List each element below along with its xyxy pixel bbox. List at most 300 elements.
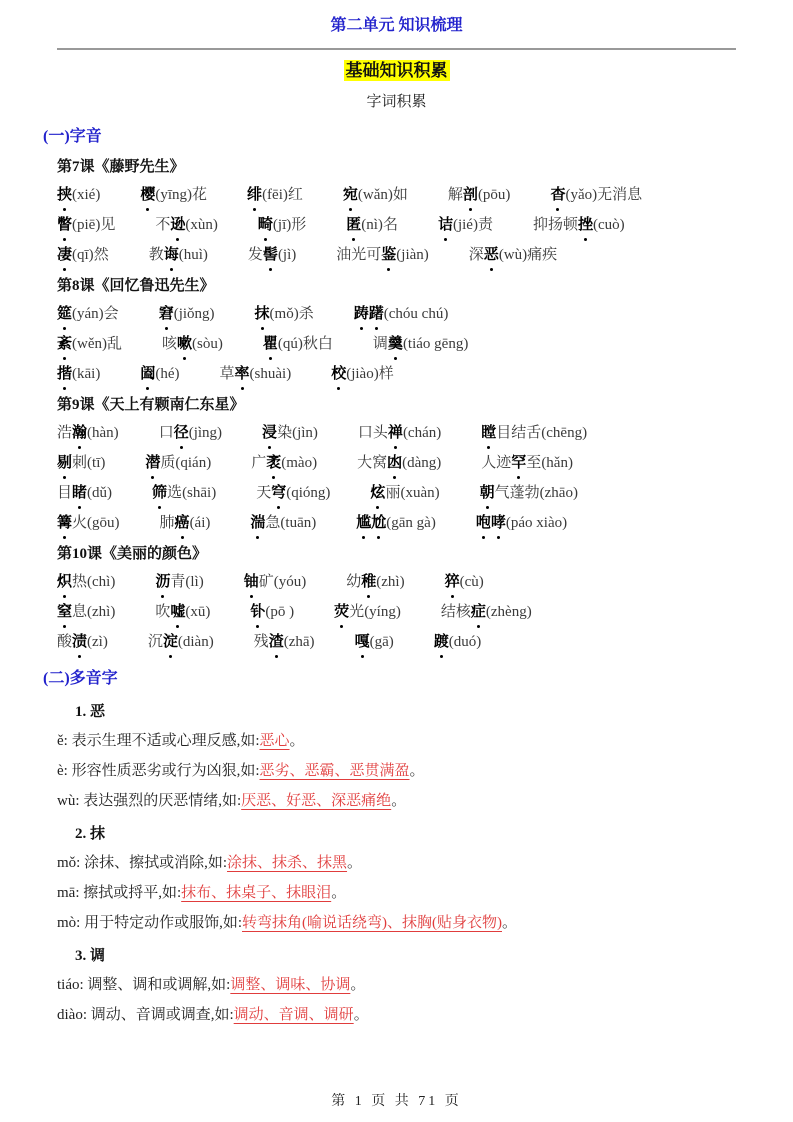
polyphone-item-title: 3. 调	[75, 948, 106, 964]
definition-text: 调整、调和或调解,如:	[87, 977, 231, 993]
pinyin-text: (duó)	[448, 634, 482, 650]
pinyin-text: (shāi)	[182, 485, 217, 501]
word-entry	[358, 421, 441, 445]
sentence-period: 。	[353, 1007, 369, 1023]
sentence-period: 。	[331, 885, 347, 901]
word-entry	[343, 183, 408, 207]
pinyin-text: (nì)	[361, 217, 383, 233]
word-entry	[57, 183, 100, 207]
word-entry	[438, 213, 493, 237]
word-entry	[57, 362, 100, 386]
plain-char: 肺	[159, 515, 175, 531]
word-entry	[373, 332, 468, 356]
emphasized-char: 凼	[387, 451, 402, 475]
pinyin-label: ě:	[57, 733, 72, 749]
word-entry	[244, 570, 307, 594]
plain-char: 无消息	[597, 187, 643, 203]
emphasized-char: 浸	[262, 421, 277, 445]
word-entry	[445, 570, 484, 594]
lesson-title: 第10课《美丽的颜色》	[57, 546, 208, 562]
word-row	[57, 332, 736, 356]
emphasized-char: 湍	[250, 511, 265, 535]
word-row	[57, 600, 736, 624]
pinyin-text: (jié)	[452, 217, 478, 233]
plain-char: 吹	[155, 604, 171, 620]
sentence-period: 。	[289, 733, 305, 749]
plain-char: 刺	[72, 455, 88, 471]
pinyin-text: (dàng)	[402, 455, 442, 471]
plain-char: 光	[349, 604, 365, 620]
plain-char: 浩	[57, 425, 73, 441]
emphasized-char: 猝	[445, 570, 460, 594]
word-entry	[145, 451, 211, 475]
word-entry	[481, 421, 587, 445]
emphasized-char: 阖	[140, 362, 155, 386]
pinyin-label: wù:	[57, 793, 84, 809]
plain-char: 急	[265, 515, 281, 531]
word-entry	[220, 362, 292, 386]
pinyin-label: mò:	[57, 915, 85, 931]
word-entry	[160, 511, 211, 535]
word-entry	[355, 630, 394, 654]
pinyin-text: (chóu chú)	[383, 306, 449, 322]
emphasized-char: 沥	[155, 570, 170, 594]
word-row	[57, 481, 736, 505]
word-row	[57, 213, 736, 237]
word-entry	[57, 630, 108, 654]
pinyin-text: (qī)	[72, 247, 94, 263]
highlighted-title: 基础知识积累	[345, 61, 448, 80]
page-footer: 第 1 页 共 71 页	[331, 1094, 462, 1109]
section-heading-polyphone: (二)多音字	[43, 670, 118, 687]
subtitle: 字词积累	[366, 94, 427, 110]
plain-char: 痛疾	[527, 247, 558, 263]
word-entry	[140, 362, 179, 386]
pinyin-text: (shuài)	[249, 366, 292, 382]
word-entry	[57, 451, 105, 475]
pinyin-text: (gōu)	[87, 515, 120, 531]
emphasized-char: 铀	[244, 570, 259, 594]
word-entry	[255, 302, 314, 326]
pinyin-text: (pōu)	[477, 187, 511, 203]
polyphone-line	[57, 761, 736, 782]
pinyin-text: (jiào)	[346, 366, 379, 382]
emphasized-char: 哮	[491, 511, 506, 535]
emphasized-char: 癌	[175, 511, 190, 535]
lesson-title: 第9课《天上有颗南仁东星》	[57, 397, 245, 413]
plain-char: 选	[167, 485, 183, 501]
plain-char: 咳	[162, 336, 178, 352]
pinyin-text: (xùn)	[185, 217, 218, 233]
emphasized-char: 尬	[371, 511, 386, 535]
plain-char: 染	[277, 425, 293, 441]
word-entry	[57, 511, 120, 535]
emphasized-char: 逊	[170, 213, 185, 237]
plain-char: 杀	[298, 306, 314, 322]
plain-char: 广	[251, 455, 267, 471]
word-entry	[481, 451, 573, 475]
polyphone-line	[57, 731, 736, 752]
plain-char: 丽	[385, 485, 401, 501]
emphasized-char: 潜	[145, 451, 160, 475]
pinyin-text: (qián)	[175, 455, 212, 471]
pinyin-text: (hàn)	[87, 425, 119, 441]
emphasized-char: 校	[331, 362, 346, 386]
pinyin-text: (páo xiào)	[505, 515, 568, 531]
emphasized-char: 炫	[370, 481, 385, 505]
emphasized-char: 绯	[247, 183, 262, 207]
polyphone-line	[57, 883, 736, 904]
pinyin-text: (mǒ)	[269, 306, 299, 322]
pinyin-label: mǒ:	[57, 855, 85, 871]
word-entry	[346, 570, 404, 594]
pinyin-text: (dǔ)	[87, 485, 113, 501]
pinyin-text: (hé)	[155, 366, 180, 382]
plain-char: 大窝	[357, 455, 388, 471]
word-entry	[480, 481, 578, 505]
polyphone-item-title: 2. 抹	[75, 826, 106, 842]
word-entry	[57, 570, 115, 594]
emphasized-char: 抹	[255, 302, 270, 326]
plain-char: 气蓬勃	[494, 485, 540, 501]
emphasized-char: 筛	[152, 481, 167, 505]
plain-char: 会	[103, 306, 119, 322]
word-entry	[254, 630, 315, 654]
emphasized-char: 窘	[159, 302, 174, 326]
emphasized-char: 症	[471, 600, 486, 624]
word-row	[57, 451, 736, 475]
word-row	[57, 630, 736, 654]
plain-char: 花	[192, 187, 208, 203]
pinyin-text: (zhāo)	[539, 485, 578, 501]
polyphone-line	[57, 791, 736, 812]
pinyin-text: (wǎn)	[357, 187, 393, 203]
plain-char: 形	[291, 217, 307, 233]
pinyin-text: (tiáo gēng)	[402, 336, 469, 352]
emphasized-char: 瀚	[72, 421, 87, 445]
word-entry	[57, 421, 119, 445]
example-words: 恶心	[259, 733, 290, 749]
emphasized-char: 宛	[343, 183, 358, 207]
word-entry	[550, 183, 642, 207]
polyphone-line	[57, 975, 736, 996]
plain-char: 矿	[258, 574, 274, 590]
plain-char: 火	[72, 515, 88, 531]
definition-text: 用于特定动作或服饰,如:	[84, 915, 243, 931]
definition-text: 表示生理不适或心理反感,如:	[71, 733, 260, 749]
word-entry	[331, 362, 394, 386]
pinyin-text: (gān gà)	[386, 515, 436, 531]
emphasized-char: 凄	[57, 243, 72, 267]
word-entry	[159, 421, 222, 445]
word-row	[57, 183, 736, 207]
plain-char: 见	[100, 217, 116, 233]
emphasized-char: 炽	[57, 570, 72, 594]
emphasized-char: 揩	[57, 362, 72, 386]
plain-char: 草	[219, 366, 235, 382]
pinyin-text: (xuàn)	[400, 485, 440, 501]
plain-char: 不	[155, 217, 171, 233]
plain-char: 调	[372, 336, 388, 352]
word-row	[57, 362, 736, 386]
definition-text: 擦拭或捋平,如:	[83, 885, 182, 901]
plain-char: 深	[468, 247, 484, 263]
word-entry	[57, 243, 109, 267]
emphasized-char: 罕	[511, 451, 526, 475]
lesson-title: 第7课《藤野先生》	[57, 159, 185, 175]
word-entry	[155, 213, 218, 237]
emphasized-char: 挟	[57, 183, 72, 207]
word-entry	[155, 600, 210, 624]
definition-text: 形容性质恶劣或行为凶狠,如:	[71, 763, 260, 779]
plain-char: 至	[526, 455, 542, 471]
plain-char: 解	[447, 187, 463, 203]
emphasized-char: 窒	[57, 600, 72, 624]
pinyin-text: (zì)	[87, 634, 108, 650]
pinyin-text: (xié)	[72, 187, 101, 203]
plain-char: 幼	[346, 574, 362, 590]
plain-char: 质	[160, 455, 176, 471]
plain-char: 人迹	[481, 455, 512, 471]
word-entry	[434, 630, 482, 654]
word-entry	[258, 213, 306, 237]
sentence-period: 。	[502, 915, 518, 931]
main-title-wrap	[57, 59, 736, 84]
word-entry	[441, 600, 532, 624]
pinyin-text: (yán)	[72, 306, 104, 322]
pinyin-text: (kāi)	[72, 366, 101, 382]
word-entry	[57, 213, 115, 237]
plain-char: 红	[287, 187, 303, 203]
pinyin-text: (sòu)	[192, 336, 223, 352]
word-entry	[354, 302, 449, 326]
emphasized-char: 剔	[57, 451, 72, 475]
plain-char: 沉	[147, 634, 163, 650]
emphasized-char: 篝	[57, 511, 72, 535]
emphasized-char: 诘	[438, 213, 453, 237]
word-row	[57, 243, 736, 267]
word-entry	[57, 481, 112, 505]
emphasized-char: 钋	[250, 600, 265, 624]
word-entry	[162, 332, 223, 356]
emphasized-char: 踌	[354, 302, 369, 326]
word-entry	[247, 183, 303, 207]
emphasized-char: 径	[174, 421, 189, 445]
emphasized-char: 杳	[550, 183, 565, 207]
pinyin-text: (chán)	[402, 425, 442, 441]
sentence-period: 。	[391, 793, 407, 809]
plain-char: 发	[247, 247, 263, 263]
emphasized-char: 踱	[434, 630, 449, 654]
emphasized-char: 紊	[57, 332, 72, 356]
pinyin-text: (tuān)	[280, 515, 317, 531]
word-entry	[357, 451, 441, 475]
pinyin-text: (qióng)	[286, 485, 331, 501]
pinyin-text: (wù)	[498, 247, 528, 263]
pinyin-label: è:	[57, 763, 72, 779]
pinyin-text: (zhèng)	[485, 604, 532, 620]
pinyin-text: (cuò)	[593, 217, 625, 233]
plain-char: 如	[392, 187, 408, 203]
word-entry	[152, 481, 216, 505]
emphasized-char: 筵	[57, 302, 72, 326]
pinyin-text: (piē)	[72, 217, 101, 233]
pinyin-section	[43, 126, 736, 654]
example-words: 恶劣、恶霸、恶贯满盈	[259, 763, 410, 779]
definition-text: 表达强烈的厌恶情绪,如:	[83, 793, 242, 809]
pinyin-text: (jìng)	[188, 425, 223, 441]
polyphone-container	[57, 702, 736, 1026]
plain-char: 教	[148, 247, 164, 263]
emphasized-char: 荧	[334, 600, 349, 624]
plain-char: 然	[93, 247, 109, 263]
section-heading-pinyin: (一)字音	[43, 128, 102, 145]
pinyin-text: (jì)	[277, 247, 297, 263]
word-entry	[336, 243, 429, 267]
word-entry	[57, 302, 119, 326]
word-entry	[149, 243, 208, 267]
word-entry	[346, 213, 398, 237]
emphasized-char: 髻	[263, 243, 278, 267]
word-entry	[356, 511, 436, 535]
word-entry	[469, 243, 557, 267]
emphasized-char: 袤	[266, 451, 281, 475]
pinyin-text: (fēi)	[262, 187, 288, 203]
emphasized-char: 睹	[72, 481, 87, 505]
plain-char: 残	[253, 634, 269, 650]
emphasized-char: 朝	[480, 481, 495, 505]
pinyin-text: (yíng)	[364, 604, 401, 620]
emphasized-char: 匿	[346, 213, 361, 237]
lesson-title: 第8课《回忆鲁迅先生》	[57, 278, 215, 294]
pinyin-text: (jiàn)	[396, 247, 429, 263]
emphasized-char: 躇	[369, 302, 384, 326]
plain-char: 酸	[57, 634, 73, 650]
sentence-period: 。	[350, 977, 366, 993]
pinyin-text: (jī)	[272, 217, 292, 233]
plain-char: 抑扬顿	[532, 217, 578, 233]
word-entry	[250, 511, 316, 535]
plain-char: 目	[57, 485, 73, 501]
plain-char: 天	[256, 485, 272, 501]
emphasized-char: 剖	[463, 183, 478, 207]
emphasized-char: 瞿	[263, 332, 278, 356]
example-words: 调动、音调、调研	[233, 1007, 354, 1023]
word-entry	[263, 332, 333, 356]
emphasized-char: 挫	[578, 213, 593, 237]
polyphone-line	[57, 1005, 736, 1026]
emphasized-char: 樱	[140, 183, 155, 207]
word-row	[57, 421, 736, 445]
plain-char: 责	[477, 217, 493, 233]
polyphone-item-title: 1. 恶	[75, 704, 106, 720]
pinyin-text: (cù)	[459, 574, 484, 590]
plain-char: 结核	[440, 604, 471, 620]
plain-char: 样	[378, 366, 394, 382]
word-entry	[251, 451, 317, 475]
example-words: 涂抹、抹杀、抹黑	[227, 855, 348, 871]
pinyin-text: (lì)	[185, 574, 204, 590]
word-entry	[155, 570, 203, 594]
header-title: 第二单元 知识梳理	[330, 17, 463, 34]
pinyin-text: (diàn)	[177, 634, 214, 650]
word-entry	[57, 600, 115, 624]
emphasized-char: 嗽	[177, 332, 192, 356]
pinyin-label: mā:	[57, 885, 84, 901]
polyphone-line	[57, 853, 736, 874]
emphasized-char: 鉴	[381, 243, 396, 267]
emphasized-char: 瞠	[481, 421, 496, 445]
emphasized-char: 稚	[361, 570, 376, 594]
emphasized-char: 穹	[271, 481, 286, 505]
word-entry	[256, 481, 330, 505]
word-entry	[250, 600, 294, 624]
pinyin-label: tiáo:	[57, 977, 88, 993]
document-header	[57, 16, 736, 50]
word-row	[57, 302, 736, 326]
plain-char: 口头	[357, 425, 388, 441]
word-row	[57, 511, 736, 535]
definition-text: 涂抹、擦拭或消除,如:	[84, 855, 228, 871]
pinyin-text: (gā)	[369, 634, 394, 650]
word-entry	[57, 332, 122, 356]
emphasized-char: 淀	[163, 630, 178, 654]
word-entry	[148, 630, 214, 654]
pinyin-text: (zhā)	[283, 634, 315, 650]
word-entry	[334, 600, 401, 624]
plain-char: 名	[382, 217, 398, 233]
emphasized-char: 率	[235, 362, 250, 386]
pinyin-text: (zhì)	[376, 574, 405, 590]
pinyin-text: (yǎo)	[565, 187, 598, 203]
pinyin-text: (zhì)	[87, 604, 116, 620]
emphasized-char: 尴	[356, 511, 371, 535]
plain-char: 息	[72, 604, 88, 620]
definition-text: 调动、音调或调查,如:	[90, 1007, 234, 1023]
polyphone-line	[57, 913, 736, 934]
pinyin-text: (wěn)	[72, 336, 107, 352]
emphasized-char: 诲	[164, 243, 179, 267]
emphasized-char: 禅	[388, 421, 403, 445]
pinyin-text: (pō )	[265, 604, 295, 620]
word-entry	[533, 213, 625, 237]
example-words: 调整、调味、协调	[230, 977, 351, 993]
pinyin-text: (mào)	[281, 455, 318, 471]
sentence-period: 。	[409, 763, 425, 779]
emphasized-char: 恶	[484, 243, 499, 267]
word-entry	[448, 183, 511, 207]
emphasized-char: 嘘	[170, 600, 185, 624]
plain-char: 热	[72, 574, 88, 590]
plain-char: 秋白	[302, 336, 333, 352]
pinyin-text: (qú)	[277, 336, 303, 352]
emphasized-char: 畸	[258, 213, 273, 237]
pinyin-text: (jìn)	[292, 425, 318, 441]
pinyin-label: diào:	[57, 1007, 91, 1023]
pinyin-text: (xū)	[185, 604, 211, 620]
plain-char: 青	[170, 574, 186, 590]
example-words: 抹布、抹桌子、抹眼泪	[181, 885, 332, 901]
emphasized-char: 渍	[72, 630, 87, 654]
pinyin-text: (yīng)	[155, 187, 193, 203]
pinyin-text: (chì)	[87, 574, 116, 590]
word-entry	[476, 511, 567, 535]
lessons-container	[57, 157, 736, 654]
word-entry	[140, 183, 207, 207]
emphasized-char: 瞥	[57, 213, 72, 237]
example-words: 厌恶、好恶、深恶痛绝	[241, 793, 392, 809]
plain-char: 口	[158, 425, 174, 441]
